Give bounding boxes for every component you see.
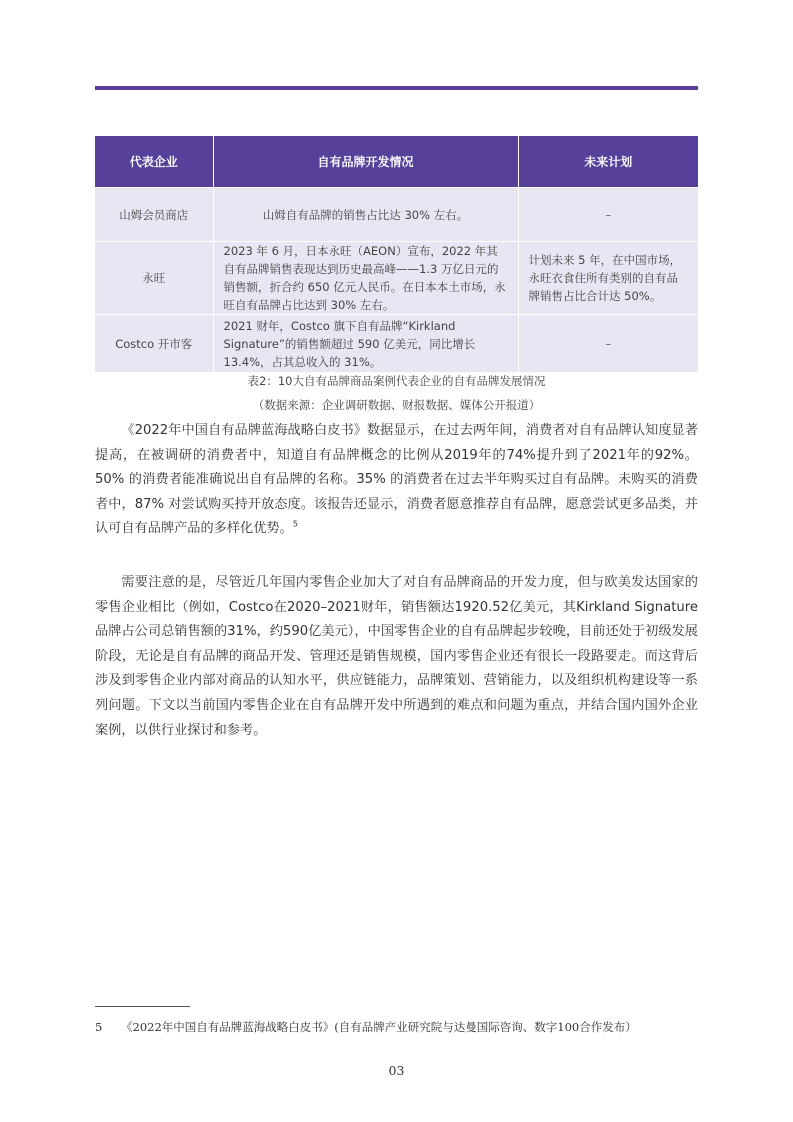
cell-company: 山姆会员商店 (95, 188, 213, 242)
table-row (95, 188, 698, 242)
table-caption: 表2：10大自有品牌商品案例代表企业的自有品牌发展情况 (247, 374, 546, 388)
footnote-ref[interactable]: 5 (292, 519, 298, 529)
paragraph-whitepaper-findings (95, 419, 698, 542)
header-development: 自有品牌开发情况 (213, 136, 518, 188)
cell-plan: 计划未来 5 年，在中国市场，永旺衣食住所有类别的自有品牌销售占比合计达 50%。 (518, 242, 698, 315)
footnote (95, 1019, 705, 1035)
table-header-row (95, 136, 698, 188)
footnote-number: 5 (95, 1020, 103, 1034)
cell-company: 永旺 (95, 242, 213, 315)
cell-plan: – (518, 188, 698, 242)
header-rule (95, 86, 698, 90)
cell-plan: – (518, 315, 698, 373)
table-row (95, 242, 698, 315)
cell-development: 2023 年 6 月，日本永旺（AEON）宣布，2022 年其自有品牌销售表现达到历史最高峰——1.3 万亿日元的销售额，折合约 650 亿元人民币。在日本本土市场，永旺自有品牌占比达到 30% 左右。 (213, 242, 518, 315)
cell-development: 山姆自有品牌的销售占比达 30% 左右。 (213, 188, 518, 242)
cell-development: 2021 财年，Costco 旗下自有品牌“Kirkland Signature”的销售额超过 590 亿美元，同比增长 13.4%，占其总收入的 31%。 (213, 315, 518, 373)
footnote-divider (95, 1006, 190, 1007)
paragraph-text: 《2022年中国自有品牌蓝海战略白皮书》数据显示，在过去两年间，消费者对自有品牌认知度显著提高，在被调研的消费者中，知道自有品牌概念的比例从2019年的74%提升到了2021年的92%。50% 的消费者能准确说出自有品牌的名称。35% 的消费者在过去半年购买过自有品牌。未购买的消费者中，87% 对尝试购买持开放态度。该报告还显示，消费者愿意推荐自有品牌，愿意尝试更多品类，并认可自有品牌产品的多样化优势。 (95, 423, 698, 537)
paragraph-industry-comparison: 需要注意的是，尽管近几年国内零售企业加大了对自有品牌商品的开发力度，但与欧美发达国家的零售企业相比（例如，Costco在2020–2021财年，销售额达1920.52亿美元，其Kirkland Signature品牌占公司总销售额的31%，约590亿美元），中国零售企业的自有品牌起步较晚，目前还处于初级发展阶段，无论是自有品牌的商品开发、管理还是销售规模，国内零售企业还有很长一段路要走。而这背后涉及到零售企业内部对商品的认知水平，供应链能力，品牌策划、营销能力，以及组织机构建设等一系列问题。下文以当前国内零售企业在自有品牌开发中所遇到的难点和问题为重点，并结合国内国外企业案例，以供行业探讨和参考。 (95, 575, 698, 738)
footnote-text: 《2022年中国自有品牌蓝海战略白皮书》(自有品牌产业研究院与达曼国际咨询、数字100合作发布） (121, 1020, 637, 1034)
table-source: （数据来源：企业调研数据、财报数据、媒体公开报道） (252, 398, 541, 412)
page-number: 03 (388, 1063, 405, 1078)
cell-company: Costco 开市客 (95, 315, 213, 373)
brand-development-table (95, 136, 698, 372)
header-company: 代表企业 (95, 136, 213, 188)
table-row (95, 315, 698, 373)
header-plan: 未来计划 (518, 136, 698, 188)
